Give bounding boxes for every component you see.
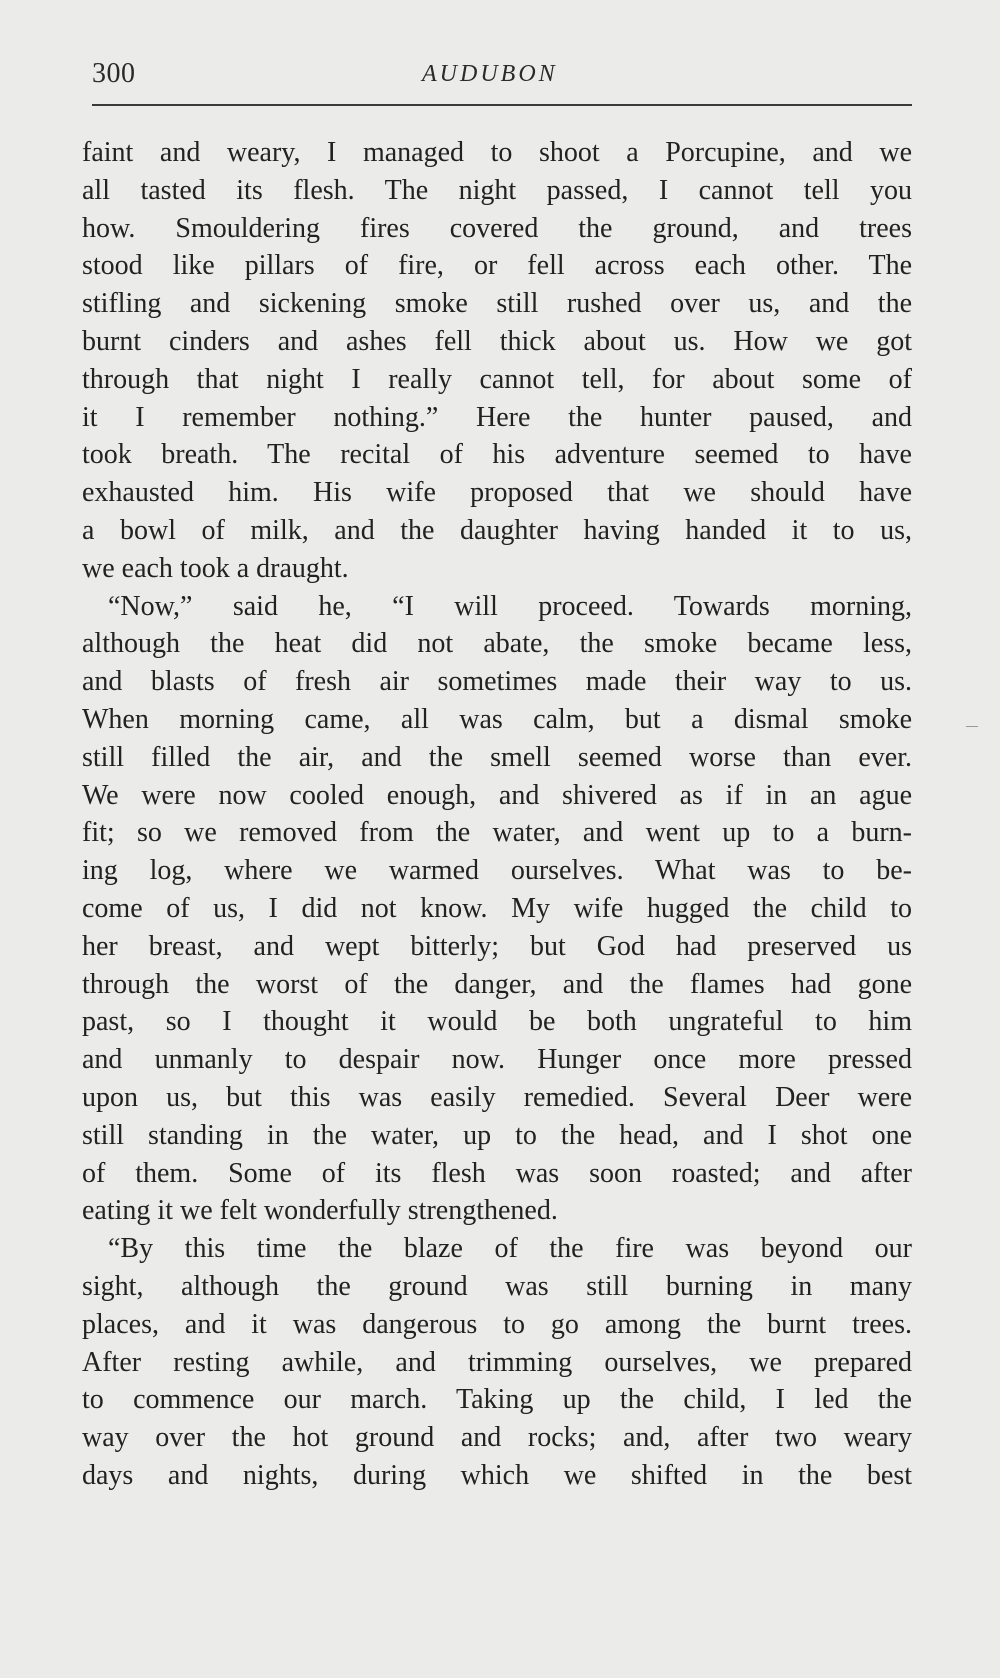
text-line: We were now cooled enough, and shivered as if in an ague: [82, 779, 912, 811]
text-line: way over the hot ground and rocks; and, after two weary: [82, 1422, 912, 1454]
text-line: sight, although the ground was still burning in many: [82, 1270, 912, 1302]
page-number: 300: [92, 58, 136, 89]
text-line: exhausted him. His wife proposed that we should have: [82, 477, 912, 509]
text-line: we each took a draught.: [82, 552, 349, 584]
text-line: “Now,” said he, “I will proceed. Towards morning,: [108, 590, 912, 622]
text-line: burnt cinders and ashes fell thick about us. How we got: [82, 325, 912, 357]
text-line: through that night I really cannot tell, for about some of: [82, 363, 912, 395]
text-line: her breast, and wept bitterly; but God had preserved us: [82, 930, 912, 962]
text-line: After resting awhile, and trimming ourselves, we prepared: [82, 1346, 912, 1378]
text-line: places, and it was dangerous to go among the burnt trees.: [82, 1308, 912, 1340]
text-line: “By this time the blaze of the fire was beyond our: [108, 1233, 912, 1265]
text-line: of them. Some of its flesh was soon roasted; and after: [82, 1157, 912, 1189]
text-line: and blasts of fresh air sometimes made their way to us.: [82, 666, 912, 698]
text-line: eating it we felt wonderfully strengthened.: [82, 1195, 558, 1227]
text-line: stood like pillars of fire, or fell across each other. The: [82, 250, 912, 282]
text-line: days and nights, during which we shifted in the best: [82, 1459, 912, 1491]
text-line: took breath. The recital of his adventure seemed to have: [82, 439, 912, 471]
running-title: AUDUBON: [422, 61, 558, 87]
text-line: and unmanly to despair now. Hunger once more pressed: [82, 1044, 912, 1076]
header-rule: [92, 104, 912, 106]
text-line: to commence our march. Taking up the child, I led the: [82, 1384, 912, 1416]
text-line: stifling and sickening smoke still rushed over us, and the: [82, 288, 912, 320]
text-line: ing log, where we warmed ourselves. What was to be-: [82, 855, 912, 887]
text-line: all tasted its flesh. The night passed, I cannot tell you: [82, 174, 912, 206]
text-line: still filled the air, and the smell seemed worse than ever.: [82, 741, 912, 773]
text-line: faint and weary, I managed to shoot a Porcupine, and we: [82, 137, 912, 168]
text-line: fit; so we removed from the water, and went up to a burn-: [82, 817, 912, 849]
body-text: [82, 134, 912, 1495]
text-line: although the heat did not abate, the smoke became less,: [82, 628, 912, 660]
text-line: come of us, I did not know. My wife hugged the child to: [82, 892, 912, 924]
text-line: a bowl of milk, and the daughter having handed it to us,: [82, 514, 912, 546]
text-line: still standing in the water, up to the head, and I shot one: [82, 1119, 912, 1151]
text-line: how. Smouldering fires covered the ground, and trees: [82, 212, 912, 244]
text-line: When morning came, all was calm, but a dismal smoke: [82, 703, 912, 735]
text-line: it I remember nothing.” Here the hunter paused, and: [82, 401, 912, 433]
text-line: past, so I thought it would be both ungrateful to him: [82, 1006, 912, 1038]
text-line: through the worst of the danger, and the flames had gone: [82, 968, 912, 1000]
margin-mark: [966, 726, 978, 727]
text-line: upon us, but this was easily remedied. Several Deer were: [82, 1081, 912, 1113]
running-head: [92, 58, 912, 98]
